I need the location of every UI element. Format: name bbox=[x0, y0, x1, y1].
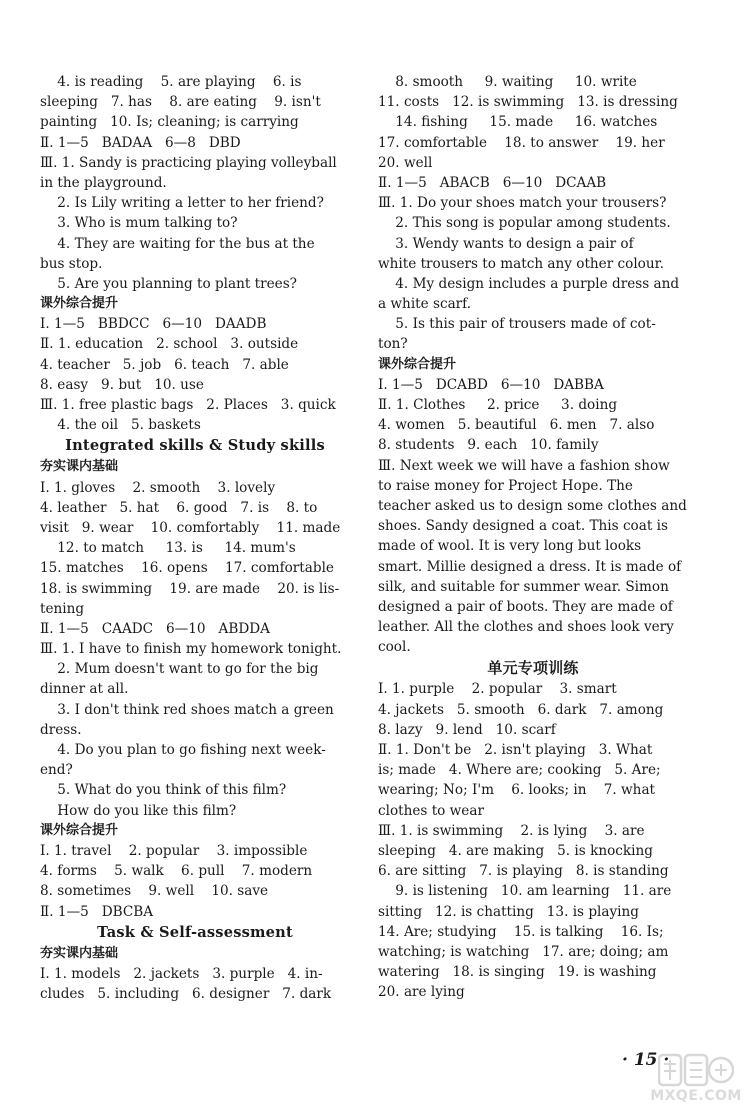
answer-line: Ⅰ. 1. models 2. jackets 3. purple 4. in- bbox=[40, 965, 323, 982]
answer-line: 11. costs 12. is swimming 13. is dressing bbox=[378, 94, 678, 111]
answer-line: 4. leather 5. hat 6. good 7. is 8. to bbox=[40, 499, 318, 516]
answer-line: Ⅰ. 1—5 DCABD 6—10 DABBA bbox=[378, 376, 604, 393]
answer-line: Ⅱ. 1. Don't be 2. isn't playing 3. What bbox=[378, 742, 653, 758]
answer-line: 4. They are waiting for the bus at the bbox=[40, 235, 315, 252]
answer-line: Ⅲ. Next week we will have a fashion show bbox=[378, 457, 670, 474]
left-answer-column bbox=[40, 72, 350, 1004]
answer-line: clothes to wear bbox=[378, 802, 484, 819]
answer-line: cool. bbox=[378, 639, 411, 656]
answer-line: 4. teacher 5. job 6. teach 7. able bbox=[40, 356, 289, 373]
section-heading: Integrated skills & Study skills bbox=[65, 437, 325, 455]
answer-line: Ⅱ. 1—5 CAADC 6—10 ABDDA bbox=[40, 620, 270, 637]
answer-line: in the playground. bbox=[40, 174, 167, 191]
answer-line: designed a pair of boots. They are made of bbox=[378, 598, 673, 615]
answer-line: painting 10. Is; cleaning; is carrying bbox=[40, 114, 299, 131]
answer-line: 2. Mum doesn't want to go for the big bbox=[40, 661, 319, 678]
answer-line: 8. sometimes 9. well 10. save bbox=[40, 883, 269, 900]
answer-line: Ⅰ. 1—5 BBDCC 6—10 DAADB bbox=[40, 316, 267, 333]
section-heading: Task & Self-assessment bbox=[97, 923, 293, 941]
answer-line: 2. This song is popular among students. bbox=[378, 215, 671, 232]
answer-line: Ⅱ. 1—5 DBCBA bbox=[40, 903, 154, 920]
subsection-label: 课外综合提升 bbox=[40, 296, 119, 312]
answer-line: a white scarf. bbox=[378, 296, 472, 313]
answer-line: shoes. Sandy designed a coat. This coat is bbox=[378, 518, 668, 535]
answer-line: 17. comfortable 18. to answer 19. her bbox=[378, 134, 665, 151]
answer-line: 8. smooth 9. waiting 10. write bbox=[378, 74, 637, 90]
answer-line: dress. bbox=[40, 721, 82, 738]
answer-line: bus stop. bbox=[40, 255, 103, 272]
answer-line: 6. are sitting 7. is playing 8. is standing bbox=[378, 863, 669, 880]
answer-line: 8. students 9. each 10. family bbox=[378, 437, 599, 454]
answer-line: Ⅲ. 1. is swimming 2. is lying 3. are bbox=[378, 822, 645, 839]
answer-line: watching; is watching 17. are; doing; am bbox=[378, 943, 669, 960]
answer-line: 14. Are; studying 15. is talking 16. Is; bbox=[378, 923, 664, 940]
answer-line: 4. the oil 5. baskets bbox=[40, 417, 201, 434]
answer-line: Ⅰ. 1. gloves 2. smooth 3. lovely bbox=[40, 479, 276, 496]
answer-line: 9. is listening 10. am learning 11. are bbox=[378, 883, 672, 900]
section-heading: 单元专项训练 bbox=[487, 659, 579, 678]
answer-line: 3. Who is mum talking to? bbox=[40, 215, 238, 232]
answer-line: 3. I don't think red shoes match a green bbox=[40, 701, 334, 718]
answer-line: 14. fishing 15. made 16. watches bbox=[378, 114, 658, 131]
answer-line: 4. My design includes a purple dress and bbox=[378, 275, 680, 292]
answer-line: wearing; No; I'm 6. looks; in 7. what bbox=[378, 782, 656, 799]
answer-line: leather. All the clothes and shoes look very bbox=[378, 619, 674, 636]
answer-line: is; made 4. Where are; cooking 5. Are; bbox=[378, 762, 661, 779]
answer-line: sleeping 4. are making 5. is knocking bbox=[378, 842, 653, 859]
answer-line: 4. women 5. beautiful 6. men 7. also bbox=[378, 417, 655, 434]
answer-line: 8. easy 9. but 10. use bbox=[40, 376, 204, 393]
answer-line: Ⅲ. 1. Do your shoes match your trousers? bbox=[378, 195, 667, 212]
answer-line: Ⅲ. 1. free plastic bags 2. Places 3. quick bbox=[40, 397, 336, 413]
answer-line: 4. Do you plan to go fishing next week- bbox=[40, 742, 326, 758]
answer-line: ton? bbox=[378, 336, 408, 353]
answer-line: silk, and suitable for summer wear. Simon bbox=[378, 578, 669, 595]
answer-line: sleeping 7. has 8. are eating 9. isn't bbox=[40, 94, 321, 111]
answer-line: end? bbox=[40, 762, 73, 779]
answer-line: 20. are lying bbox=[378, 984, 465, 1001]
answer-line: Ⅲ. 1. Sandy is practicing playing volleyball bbox=[40, 154, 337, 171]
answer-line: 20. well bbox=[378, 154, 433, 171]
answer-line: made of wool. It is very long but looks bbox=[378, 538, 642, 555]
answer-line: watering 18. is singing 19. is washing bbox=[378, 964, 657, 981]
answer-line: cludes 5. including 6. designer 7. dark bbox=[40, 986, 332, 1003]
subsection-label: 课外综合提升 bbox=[40, 822, 119, 838]
right-answer-column bbox=[378, 72, 688, 1002]
answer-line: 18. is swimming 19. are made 20. is lis- bbox=[40, 580, 340, 597]
watermark-url: MXQE.COM bbox=[650, 1088, 742, 1104]
answer-line: 4. jackets 5. smooth 6. dark 7. among bbox=[378, 701, 664, 718]
answer-line: 5. Are you planning to plant trees? bbox=[40, 275, 297, 292]
answer-line: teacher asked us to design some clothes and bbox=[378, 497, 687, 514]
subsection-label: 夯实课内基础 bbox=[40, 945, 119, 961]
answer-line: smart. Millie designed a dress. It is made of bbox=[378, 558, 682, 575]
subsection-label: 夯实课内基础 bbox=[40, 459, 119, 475]
answer-line: How do you like this film? bbox=[40, 802, 237, 819]
answer-line: 4. forms 5. walk 6. pull 7. modern bbox=[40, 863, 313, 880]
site-watermark bbox=[648, 1052, 744, 1108]
answer-line: sitting 12. is chatting 13. is playing bbox=[378, 903, 639, 920]
answer-line: Ⅰ. 1. purple 2. popular 3. smart bbox=[378, 681, 617, 698]
answer-line: 15. matches 16. opens 17. comfortable bbox=[40, 560, 334, 577]
answer-line: 5. Is this pair of trousers made of cot- bbox=[378, 316, 656, 333]
page-number: · 15 · bbox=[622, 1050, 670, 1070]
answer-line: visit 9. wear 10. comfortably 11. made bbox=[40, 519, 341, 536]
answer-line: Ⅱ. 1. Clothes 2. price 3. doing bbox=[378, 397, 618, 413]
answer-line: Ⅱ. 1—5 BADAA 6—8 DBD bbox=[40, 134, 241, 151]
answer-line: to raise money for Project Hope. The bbox=[378, 477, 633, 494]
answer-line: dinner at all. bbox=[40, 681, 129, 698]
answer-line: Ⅲ. 1. I have to finish my homework tonight. bbox=[40, 641, 342, 658]
answer-line: 3. Wendy wants to design a pair of bbox=[378, 235, 634, 252]
answer-line: Ⅱ. 1—5 ABACB 6—10 DCAAB bbox=[378, 174, 607, 191]
answer-line: 4. is reading 5. are playing 6. is bbox=[40, 74, 302, 90]
answer-line: 5. What do you think of this film? bbox=[40, 782, 287, 799]
answer-line: 12. to match 13. is 14. mum's bbox=[40, 540, 296, 557]
watermark-logo-icon bbox=[658, 1052, 734, 1088]
answer-line: 8. lazy 9. lend 10. scarf bbox=[378, 721, 556, 738]
answer-line: Ⅰ. 1. travel 2. popular 3. impossible bbox=[40, 842, 308, 859]
answer-line: white trousers to match any other colour. bbox=[378, 255, 664, 272]
answer-line: tening bbox=[40, 600, 85, 617]
subsection-label: 课外综合提升 bbox=[378, 356, 457, 372]
answer-line: Ⅱ. 1. education 2. school 3. outside bbox=[40, 336, 299, 353]
answer-line: 2. Is Lily writing a letter to her friend? bbox=[40, 195, 324, 212]
